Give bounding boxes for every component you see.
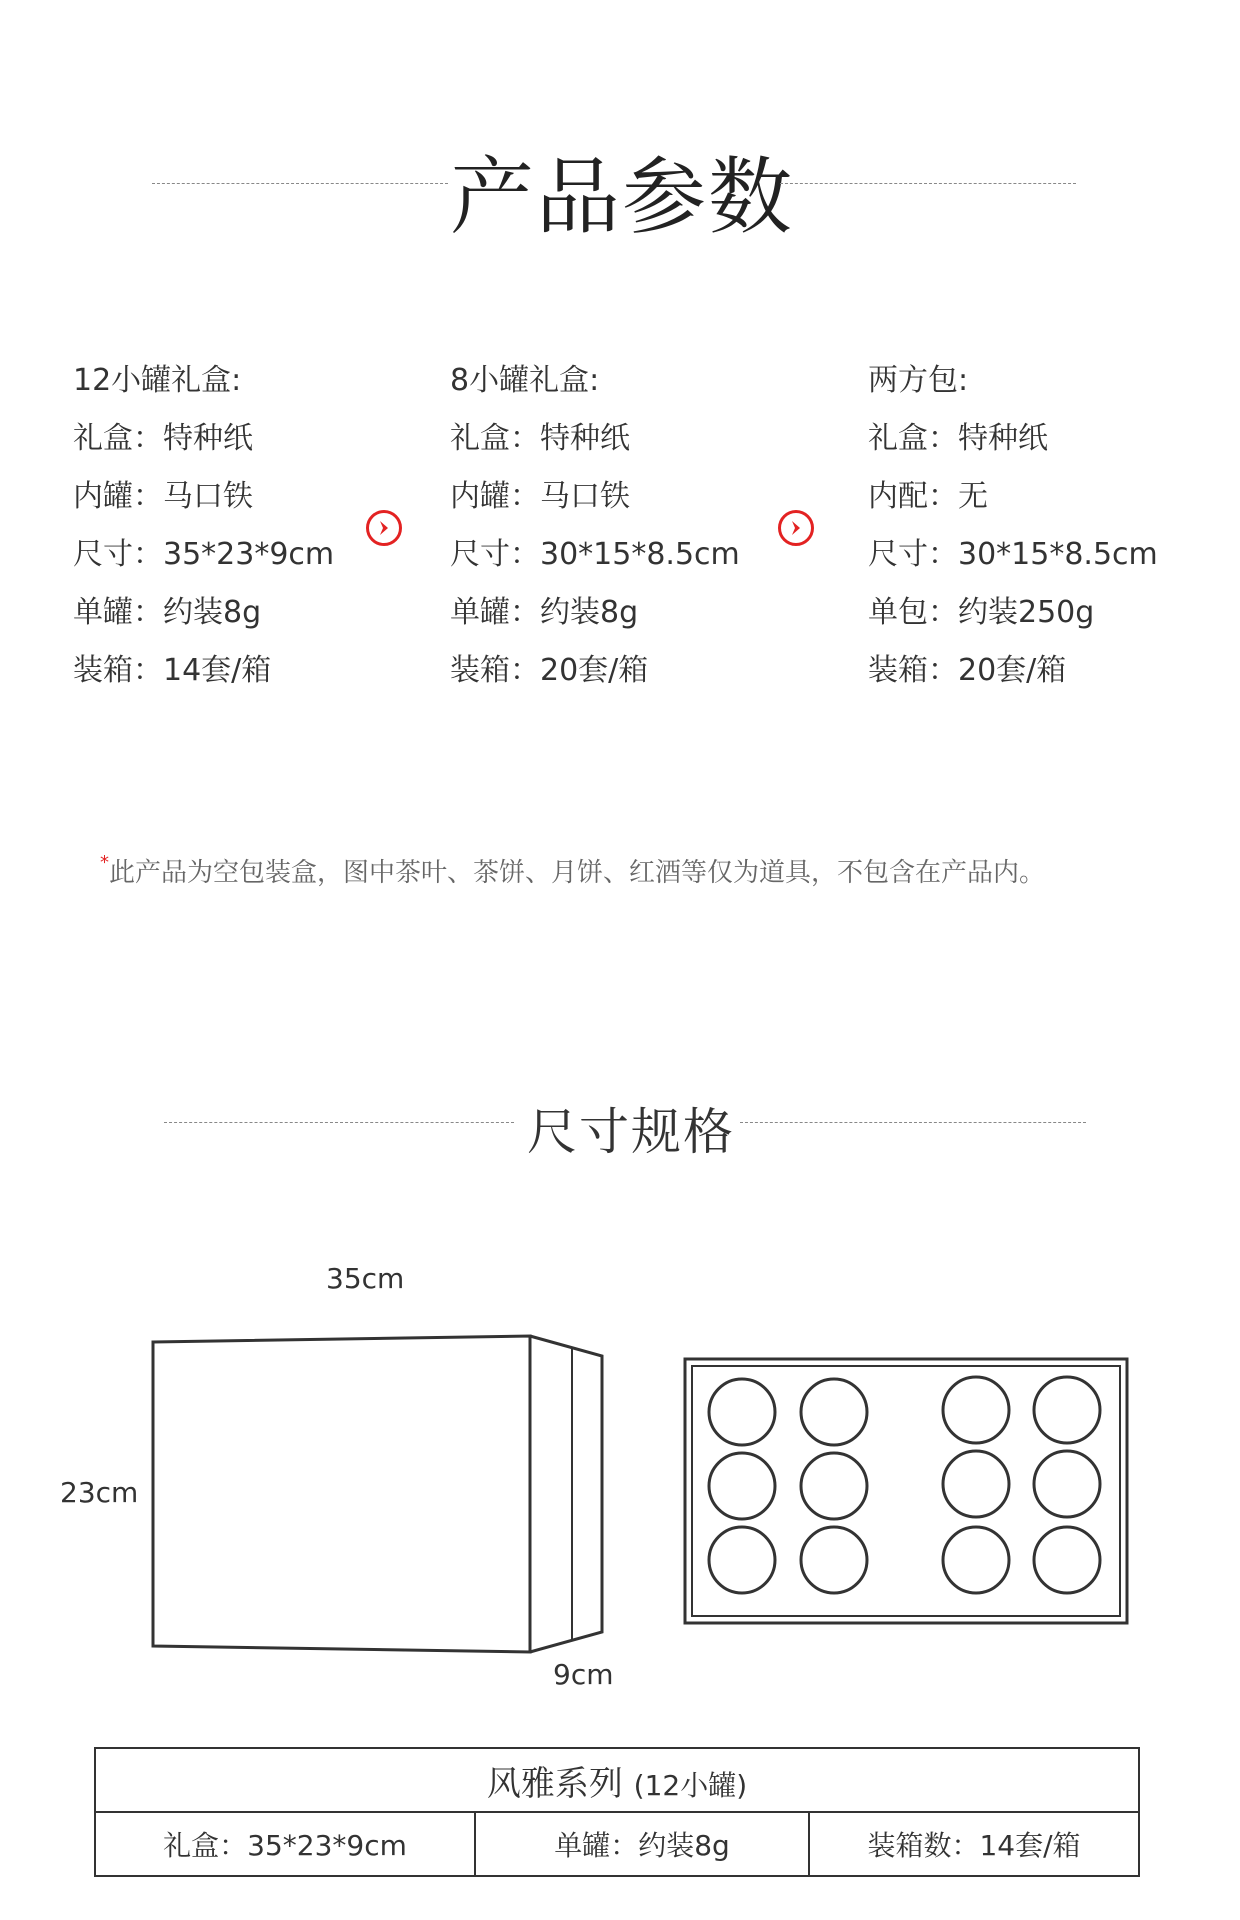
param-line: 礼盒：特种纸 [868, 421, 1048, 456]
param-line: 内罐：马口铁 [73, 479, 253, 514]
param-line: 礼盒：特种纸 [450, 421, 630, 456]
tin-tray-topview [685, 1359, 1127, 1623]
param-line: 尺寸：35*23*9cm [73, 537, 335, 572]
param-line: 装箱：20套/箱 [450, 653, 649, 688]
param-line: 单包：约装250g [868, 595, 1095, 630]
spec-table-caption [95, 1748, 1139, 1812]
asterisk-mark: * [100, 852, 109, 873]
spec-table [94, 1747, 1140, 1877]
section-title: 尺寸规格 [527, 1103, 735, 1161]
param-line: 两方包: [868, 363, 969, 398]
disclaimer-text: 此产品为空包装盒，图中茶叶、茶饼、月饼、红酒等仅为道具，不包含在产品内。 [109, 858, 1046, 888]
param-line: 单罐：约装8g [73, 595, 262, 630]
spec-cell-tin: 单罐：约装8g [475, 1812, 809, 1876]
param-line: 12小罐礼盒: [73, 363, 242, 398]
param-line: 单罐：约装8g [450, 595, 639, 630]
height-label: 23cm [60, 1476, 139, 1509]
param-line: 8小罐礼盒: [450, 363, 600, 398]
param-line: 尺寸：30*15*8.5cm [450, 537, 740, 572]
width-label: 35cm [326, 1262, 405, 1295]
param-line: 装箱：20套/箱 [868, 653, 1067, 688]
param-line: 装箱：14套/箱 [73, 653, 272, 688]
param-line: 尺寸：30*15*8.5cm [868, 537, 1158, 572]
spec-cell-box: 礼盒：35*23*9cm [95, 1812, 475, 1876]
depth-label: 9cm [553, 1658, 614, 1691]
series-variant: (12小罐) [633, 1768, 748, 1802]
gift-box-outline [153, 1336, 602, 1652]
param-line: 内罐：马口铁 [450, 479, 630, 514]
param-line: 礼盒：特种纸 [73, 421, 253, 456]
spec-cell-carton: 装箱数：14套/箱 [809, 1812, 1139, 1876]
section-title: 产品参数 [450, 148, 795, 246]
series-name: 风雅系列 [486, 1763, 623, 1804]
param-line: 内配：无 [868, 479, 988, 514]
